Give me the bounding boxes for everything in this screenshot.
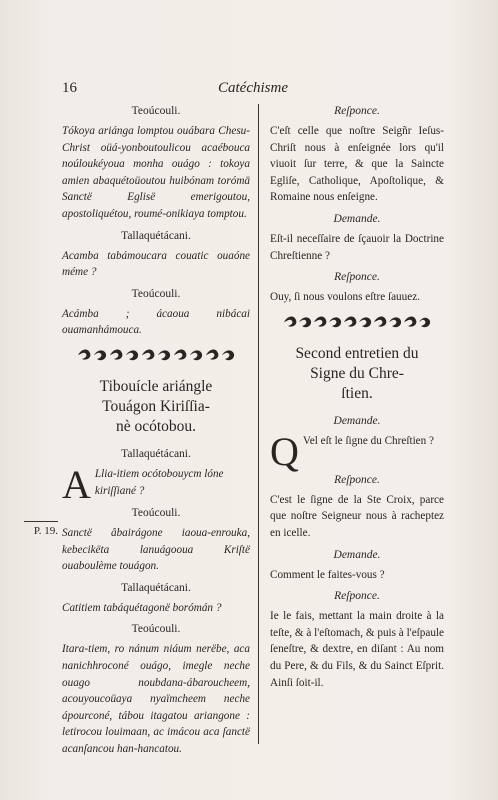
- section-title-french: [270, 344, 444, 404]
- section-title-carib: [62, 377, 250, 437]
- title-line: Tibouícle ariángle: [99, 377, 213, 395]
- french-paragraph: C'eſt celle que noſtre Seigñr Ieſus-Chriſt nous à enſeignée lors qu'il viuoit ſur terre, & que la Saincte Egliſe, Catholique, Apoſtolique, & Romaine nous enſeigne.: [270, 125, 444, 204]
- right-column: [270, 104, 444, 697]
- french-paragraph: Eſt-il neceſſaire de ſçauoir la Doctrine Chreſtienne ?: [270, 232, 444, 262]
- carib-paragraph: Catitiem tabáquétagonë borómán ?: [62, 601, 222, 614]
- french-paragraph: Comment le faites-vous ?: [270, 568, 385, 581]
- carib-question-text: Llia-itiem ocótobouycm lóne kiriſſiané ?: [94, 467, 224, 497]
- french-paragraph: C'est le ſigne de la Ste Croix, parce que noſtre Seigneur nous à racheptez en icelle.: [270, 493, 444, 539]
- carib-dropcap-paragraph: [62, 461, 250, 507]
- margin-page-reference-text: P. 19.: [33, 525, 58, 537]
- speaker-heading: Tallaquétácani.: [121, 581, 191, 594]
- question-heading: Demande.: [333, 414, 381, 427]
- question-heading: Demande.: [333, 212, 381, 225]
- running-title: Catéchisme: [218, 80, 288, 96]
- drop-cap-letter: A: [62, 461, 91, 507]
- french-paragraph: Ie le fais, mettant la main droite à la teſte, & à l'eſtomach, & puis à l'eſpaule ſeneſtre, & dextre, en diſant : Au nom du Pere, & du Fils, & du Sainct Eſprit. Ainſi ſoit-il.: [270, 610, 444, 689]
- page-number: 16: [62, 80, 77, 96]
- french-dropcap-paragraph: [270, 428, 444, 474]
- title-line: nè ocótobou.: [115, 417, 197, 435]
- question-heading: Demande.: [333, 548, 381, 561]
- response-heading: Reſponce.: [334, 473, 380, 486]
- response-heading: Reſponce.: [334, 105, 380, 117]
- speaker-heading: Tallaquétácani.: [121, 447, 191, 460]
- response-heading: Reſponce.: [334, 271, 380, 284]
- french-question-text: Vel eſt le ſigne du Chreſtien ?: [302, 434, 434, 447]
- column-divider: [258, 104, 259, 744]
- title-line: Second entretien du: [295, 344, 419, 362]
- speaker-heading: Teoúcouli.: [131, 287, 181, 300]
- carib-paragraph: Itara-tiem, ro nánum niáum nerëbe, aca nanichhroconé ouágo, imegle neche ouago noubdana-ábaroucheem, acouyoucoüaya nyaïmcheem neche ápourconé, tábou itagatou ariangone : letirocou louimaan, ac imácou aca ſanctë acanſancou han-hancatou.: [62, 643, 250, 755]
- title-line: Signe du Chre-: [310, 364, 404, 382]
- carib-paragraph: Acámba ; ácaoua nibácai ouamanhámouca.: [62, 307, 250, 337]
- margin-rule: [24, 521, 58, 522]
- carib-paragraph: Acamba tabámoucara couatic ouaóne méme ?: [62, 249, 250, 279]
- page-header: [62, 80, 444, 100]
- left-column: [62, 104, 250, 763]
- response-heading: Reſponce.: [334, 590, 380, 603]
- drop-cap-letter: Q: [270, 428, 299, 474]
- speaker-heading: Tallaquétácani.: [121, 229, 191, 242]
- title-line: ſtien.: [341, 384, 373, 402]
- speaker-heading: Teoúcouli.: [131, 105, 181, 117]
- speaker-heading: Teoúcouli.: [131, 506, 181, 519]
- ornament-band-left: [62, 347, 250, 363]
- carib-paragraph: Sanctë âbairágone iaoua-enrouka, kebecikëta lanuágooua Kriſtë ouaboulème touágon.: [62, 526, 250, 573]
- title-line: Touágon Kiriſſia-: [102, 397, 210, 415]
- margin-page-reference: [24, 521, 58, 537]
- ornament-band-right: [270, 314, 444, 330]
- carib-paragraph: Tókoya ariánga lomptou ouábara Chesu-Christ oüá-yonboutoulicou acaébouca noúloukéyoua monha ouágo : tokoya amien abaquétoüoutou huibónam torómä Sanctë Eglisë emerigoutou, apostoliquétou, roumé-onikiaya tomptou.: [62, 125, 250, 220]
- speaker-heading: Teoúcouli.: [131, 623, 181, 636]
- french-paragraph: Ouy, ſi nous voulons eſtre ſauuez.: [270, 291, 420, 304]
